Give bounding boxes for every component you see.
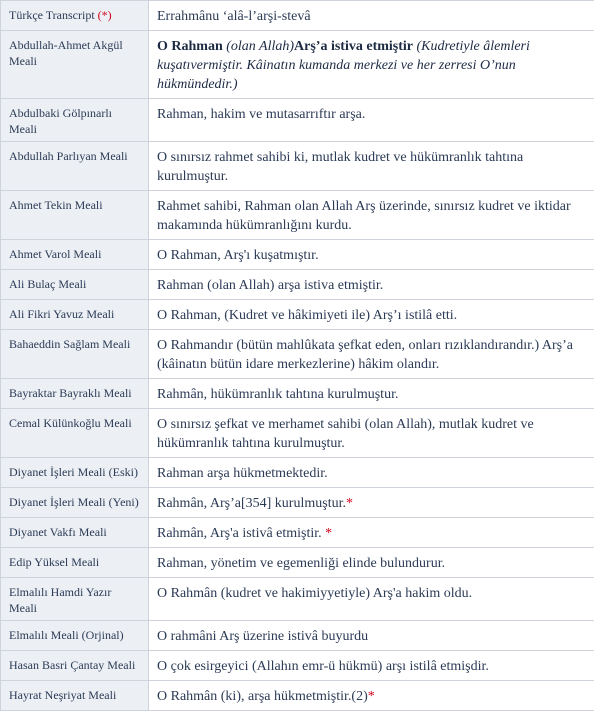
translator-name: Bayraktar Bayraklı Meali xyxy=(1,379,149,409)
table-row xyxy=(1,651,594,681)
translator-name: Elmalılı Meali (Orjinal) xyxy=(1,621,149,651)
translation-text: Rahman arşa hükmetmektedir. xyxy=(149,458,594,488)
translation-text: Errahmânu ‘alâ-l’arşi-stevâ xyxy=(149,1,594,31)
translator-name: Edip Yüksel Meali xyxy=(1,548,149,578)
table-row xyxy=(1,240,594,270)
translator-name: Türkçe Transcript (*) xyxy=(1,1,149,31)
table-row xyxy=(1,458,594,488)
translation-text: O Rahman, Arş'ı kuşatmıştır. xyxy=(149,240,594,270)
table-row xyxy=(1,142,594,191)
table-row xyxy=(1,578,594,621)
translation-text: O çok esirgeyici (Allahın emr-ü hükmü) arşı istilâ etmişdir. xyxy=(149,651,594,681)
table-row xyxy=(1,548,594,578)
translator-name: Ahmet Tekin Meali xyxy=(1,191,149,240)
note-marker: * xyxy=(346,496,353,511)
translation-text: O sınırsız rahmet sahibi ki, mutlak kudret ve hükümranlık tahtına kurulmuştur. xyxy=(149,142,594,191)
translation-text: Rahmân, hükümranlık tahtına kurulmuştur. xyxy=(149,379,594,409)
note-marker: * xyxy=(368,689,375,704)
translator-name: Diyanet Vakfı Meali xyxy=(1,518,149,548)
table-row xyxy=(1,330,594,379)
table-row xyxy=(1,518,594,548)
translation-text: Rahman, hakim ve mutasarrıftır arşa. xyxy=(149,99,594,142)
translation-text: O sınırsız şefkat ve merhamet sahibi (olan Allah), mutlak kudret ve hükümranlık tahtına kurulmuştur. xyxy=(149,409,594,458)
table-row xyxy=(1,409,594,458)
table-row xyxy=(1,99,594,142)
translator-name: Diyanet İşleri Meali (Yeni) xyxy=(1,488,149,518)
translator-name: Abdullah Parlıyan Meali xyxy=(1,142,149,191)
translator-name: Abdulbaki Gölpınarlı Meali xyxy=(1,99,149,142)
translation-text: O Rahman, (Kudret ve hâkimiyeti ile) Arş’ı istilâ etti. xyxy=(149,300,594,330)
translator-name: Abdullah-Ahmet Akgül Meali xyxy=(1,31,149,99)
translator-name: Hasan Basri Çantay Meali xyxy=(1,651,149,681)
table-row xyxy=(1,1,594,31)
note-marker: * xyxy=(325,526,332,541)
translator-name: Bahaeddin Sağlam Meali xyxy=(1,330,149,379)
translation-text: O Rahmandır (bütün mahlûkata şefkat eden, onları rızıklandırandır.) Arş’a (kâinatın bütün idare merkezlerine) hâkim olandır. xyxy=(149,330,594,379)
table-row xyxy=(1,488,594,518)
translator-name: Hayrat Neşriyat Meali xyxy=(1,681,149,711)
translation-text: O Rahmân (kudret ve hakimiyyetiyle) Arş'a hakim oldu. xyxy=(149,578,594,621)
translator-name: Ali Bulaç Meali xyxy=(1,270,149,300)
translator-name: Ahmet Varol Meali xyxy=(1,240,149,270)
translation-text: Rahmân, Arş’a[354] kurulmuştur.* xyxy=(149,488,594,518)
translation-text: O Rahmân (ki), arşa hükmetmiştir.(2)* xyxy=(149,681,594,711)
translation-text: Rahman, yönetim ve egemenliği elinde bulundurur. xyxy=(149,548,594,578)
table-row xyxy=(1,270,594,300)
translation-text: O Rahman (olan Allah)Arş’a istiva etmiştir (Kudretiyle âlemleri kuşatıvermiştir. Kâinatın kumanda merkezi ve her zerresi O’nun hükmündedir.) xyxy=(149,31,594,99)
translator-name: Diyanet İşleri Meali (Eski) xyxy=(1,458,149,488)
translation-text: Rahmet sahibi, Rahman olan Allah Arş üzerinde, sınırsız kudret ve iktidar makamında hükümranlığını kurdu. xyxy=(149,191,594,240)
table-row xyxy=(1,31,594,99)
translation-text: O rahmâni Arş üzerine istivâ buyurdu xyxy=(149,621,594,651)
note-marker: (*) xyxy=(98,8,112,22)
translations-table-body xyxy=(1,1,594,711)
table-row xyxy=(1,621,594,651)
translation-text: Rahman (olan Allah) arşa istiva etmiştir. xyxy=(149,270,594,300)
translator-name: Ali Fikri Yavuz Meali xyxy=(1,300,149,330)
translator-name: Cemal Külünkoğlu Meali xyxy=(1,409,149,458)
translation-text: Rahmân, Arş'a istivâ etmiştir. * xyxy=(149,518,594,548)
table-row xyxy=(1,300,594,330)
translator-name: Elmalılı Hamdi Yazır Meali xyxy=(1,578,149,621)
table-row xyxy=(1,191,594,240)
table-row xyxy=(1,681,594,711)
table-row xyxy=(1,379,594,409)
